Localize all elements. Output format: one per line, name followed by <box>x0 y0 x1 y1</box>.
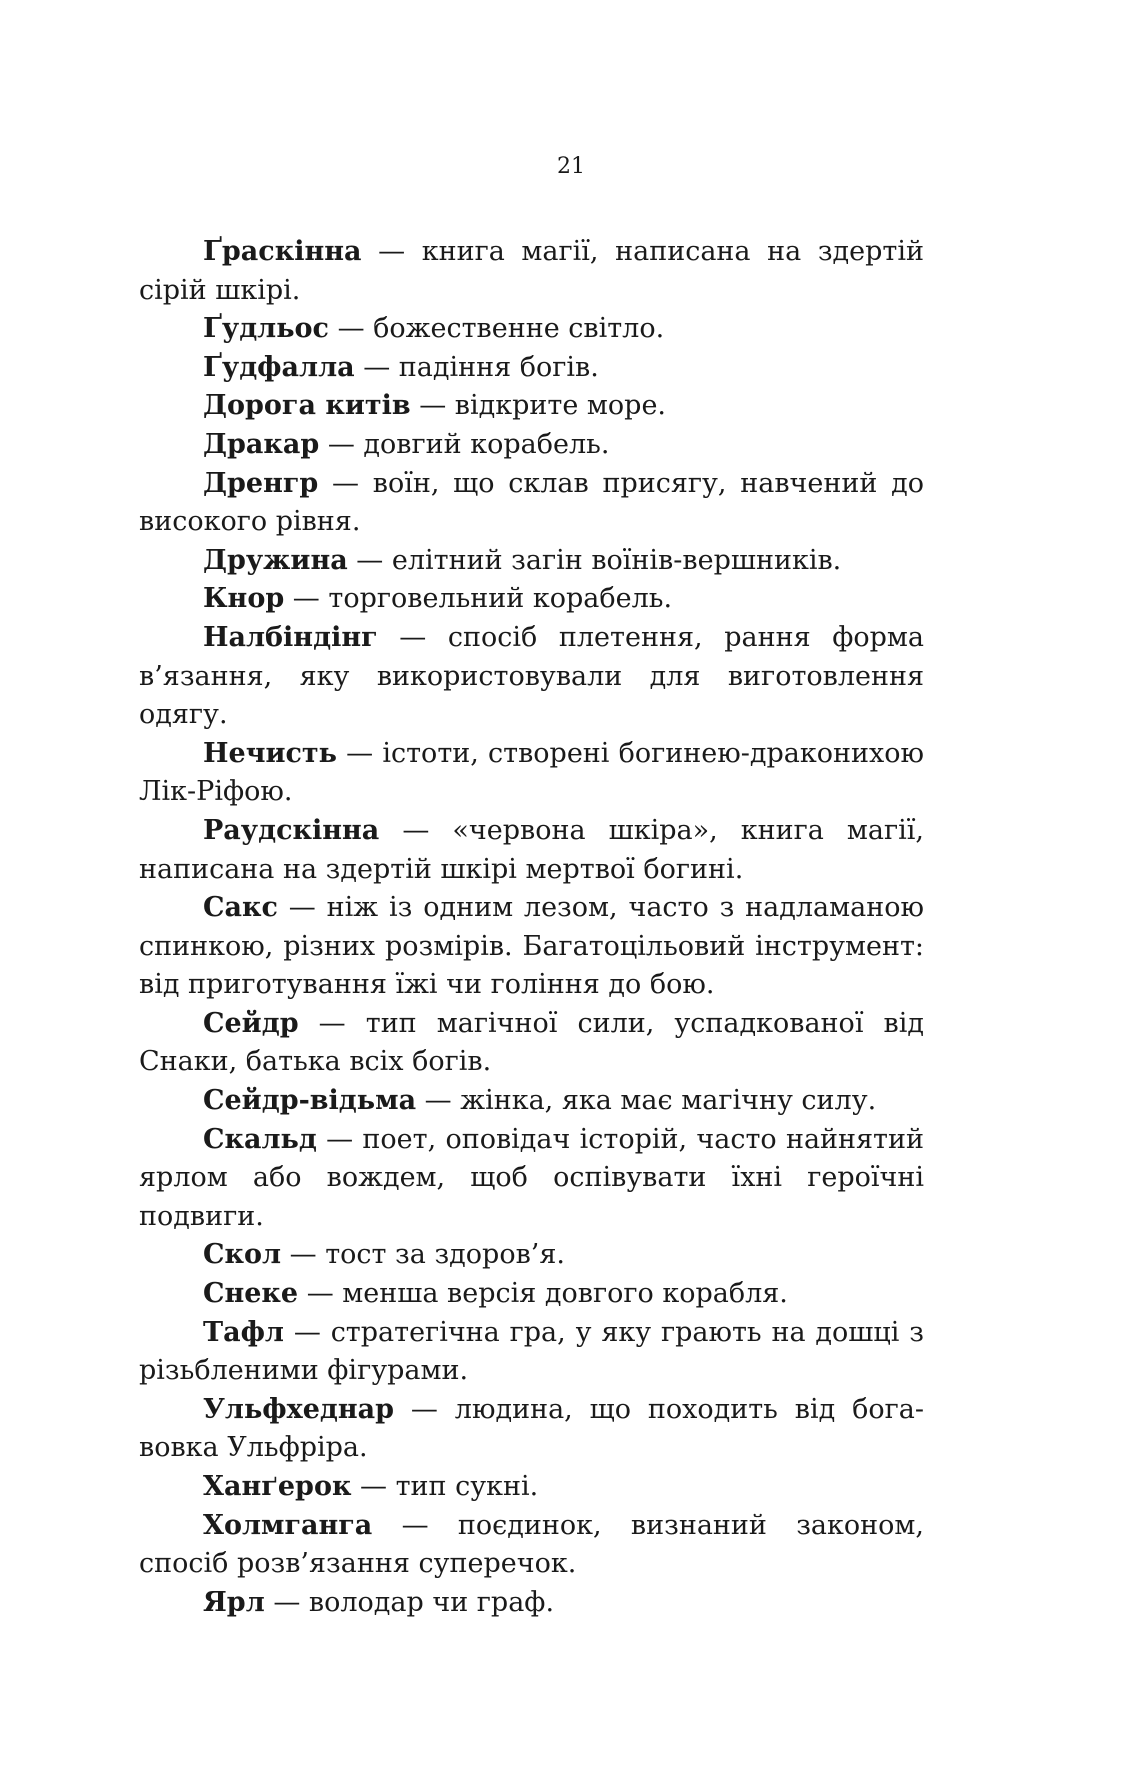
glossary-entry <box>139 465 924 542</box>
glossary-term: Тафл <box>203 1316 284 1348</box>
glossary-entry <box>139 1121 924 1237</box>
glossary-entry <box>139 1005 924 1082</box>
glossary-entry <box>139 735 924 812</box>
page-number: 21 <box>557 154 585 179</box>
glossary-definition: — стратегічна гра, у яку грають на дошці з різьбленими фігурами. <box>139 1316 924 1387</box>
glossary-term: Ґудльос <box>203 313 329 345</box>
glossary-entry <box>139 1391 924 1468</box>
glossary-definition: — ніж із одним лезом, часто з надламаною спинкою, різних розмірів. Багатоцільовий інструмент: від приготування їжі чи гоління до бою. <box>139 892 924 1001</box>
glossary-entry <box>139 1314 924 1391</box>
glossary-entry <box>139 233 924 310</box>
glossary-entry <box>139 387 924 426</box>
glossary-list <box>139 233 924 1622</box>
glossary-term: Холмганга <box>203 1509 373 1541</box>
glossary-definition: — торговельний корабель. <box>284 583 673 615</box>
glossary-term: Налбіндінг <box>203 621 378 653</box>
glossary-term: Ханґерок <box>203 1471 352 1502</box>
glossary-term: Скальд <box>203 1123 317 1155</box>
glossary-term: Дорога китів <box>203 390 411 422</box>
glossary-definition: — падіння богів. <box>354 351 599 383</box>
glossary-term: Скол <box>203 1239 282 1271</box>
glossary-term: Ярл <box>203 1586 265 1618</box>
glossary-definition: — володар чи граф. <box>264 1586 555 1618</box>
glossary-term: Дракар <box>203 428 320 460</box>
glossary-definition: — спосіб плетення, рання форма в’язання, яку використовували для виготовлення одягу. <box>139 621 924 731</box>
glossary-term: Сакс <box>203 892 278 924</box>
glossary-definition: — поєдинок, визнаний законом, спосіб розв’язання суперечок. <box>139 1509 924 1580</box>
glossary-entry <box>139 1584 924 1623</box>
glossary-entry <box>139 1507 924 1584</box>
glossary-entry <box>139 426 924 465</box>
glossary-term: Кнор <box>203 583 285 615</box>
glossary-definition: — відкрите море. <box>410 390 667 422</box>
glossary-entry <box>139 619 924 735</box>
glossary-entry <box>139 542 924 581</box>
glossary-definition: — елітний загін воїнів-вершників. <box>347 544 842 576</box>
glossary-definition: — поет, оповідач історій, часто найнятий ярлом або вождем, щоб оспівувати їхні героїчні подвиги. <box>139 1123 924 1232</box>
glossary-entry <box>139 310 924 349</box>
glossary-term: Снеке <box>203 1278 299 1310</box>
glossary-entry <box>139 812 924 889</box>
glossary-term: Дружина <box>203 544 348 576</box>
glossary-entry <box>139 580 924 619</box>
glossary-definition: — тост за здоров’я. <box>281 1239 565 1271</box>
glossary-entry <box>139 349 924 388</box>
glossary-entry <box>139 1468 924 1507</box>
glossary-term: Раудскінна <box>203 814 380 846</box>
glossary-definition: — менша версія довгого корабля. <box>298 1278 788 1310</box>
glossary-definition: — людина, що походить від бога-вовка Ульфріра. <box>139 1393 924 1464</box>
glossary-definition: — тип сукні. <box>351 1471 539 1502</box>
glossary-definition: — жінка, яка має магічну силу. <box>416 1085 877 1117</box>
glossary-definition: — книга магії, написана на здертій сірій шкірі. <box>139 236 924 306</box>
glossary-entry <box>139 1275 924 1314</box>
glossary-definition: — істоти, створені богинею-драконихою Лік-Ріфою. <box>139 737 924 808</box>
glossary-entry <box>139 1082 924 1121</box>
glossary-term: Сейдр <box>203 1007 299 1039</box>
glossary-definition: — довгий корабель. <box>319 428 610 460</box>
glossary-definition: — тип магічної сили, успадкованої від Снаки, батька всіх богів. <box>139 1007 924 1078</box>
glossary-term: Сейдр-відьма <box>203 1085 417 1117</box>
glossary-definition: — воїн, що склав присягу, навчений до високого рівня. <box>139 467 924 538</box>
glossary-term: Ґудфалла <box>203 351 355 383</box>
glossary-definition: — божественне світло. <box>329 313 665 345</box>
glossary-entry <box>139 1236 924 1275</box>
glossary-term: Ґраскінна <box>203 236 362 267</box>
glossary-definition: — «червона шкіра», книга магії, написана на здертій шкірі мертвої богині. <box>139 814 924 885</box>
glossary-term: Нечисть <box>203 737 337 769</box>
glossary-term: Ульфхеднар <box>203 1393 395 1425</box>
glossary-term: Дренгр <box>203 467 319 499</box>
glossary-entry <box>139 889 924 1005</box>
